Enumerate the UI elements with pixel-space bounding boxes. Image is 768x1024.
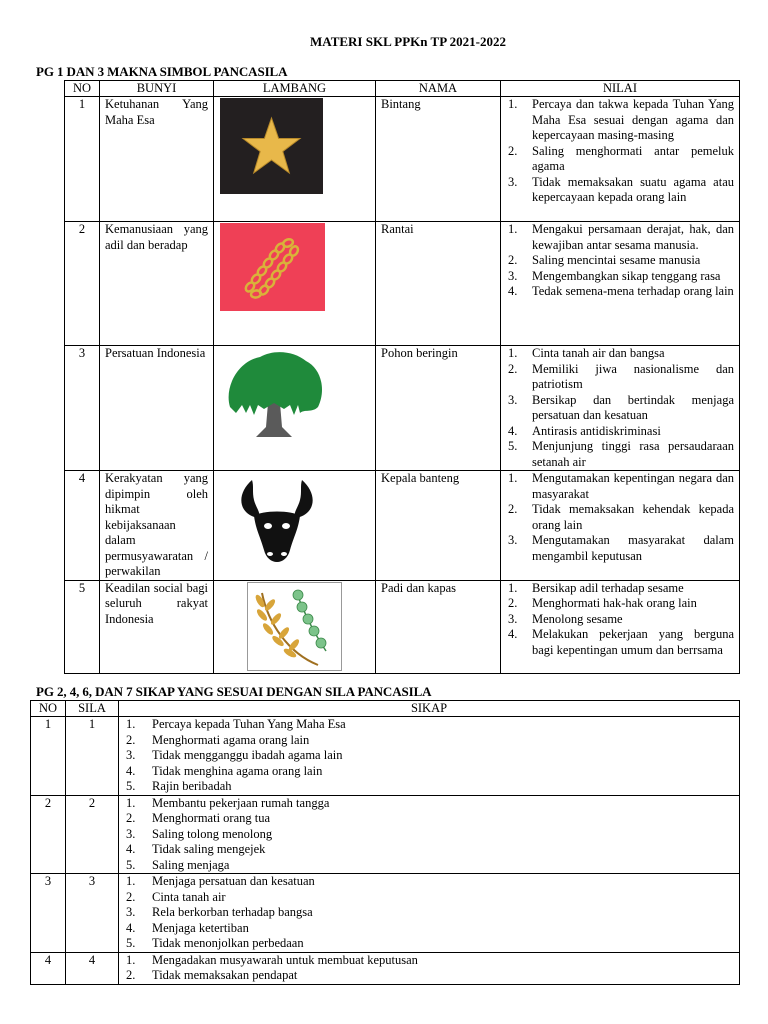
row-bunyi: Ketuhanan Yang Maha Esa <box>100 97 214 222</box>
row-nilai <box>501 97 740 222</box>
list-item: 2. Tidak memaksakan pendapat <box>126 968 298 982</box>
table-row <box>31 874 740 953</box>
row-no: 4 <box>31 952 66 984</box>
nilai-list <box>506 97 734 206</box>
row-bunyi: Persatuan Indonesia <box>100 346 214 471</box>
list-item: 3. Bersikap dan bertindak menjaga persatuan dan kesatuan <box>508 392 734 422</box>
banyan-tree-icon <box>220 347 328 443</box>
nilai-list <box>506 471 734 564</box>
nilai-list <box>506 222 734 300</box>
list-item: 4. Antirasis antidiskriminasi <box>508 423 661 438</box>
list-item: 1. Cinta tanah air dan bangsa <box>508 346 665 360</box>
list-item: 2. Tidak memaksakan kehendak kepada orang lain <box>508 502 734 532</box>
list-item: 2. Menghormati hak-hak orang lain <box>508 596 697 610</box>
list-item: 1. Bersikap adil terhadap sesame <box>508 580 684 595</box>
list-item: 1. Menjaga persatuan dan kesatuan <box>126 874 315 888</box>
list-item: 2. Memiliki jiwa nasionalisme dan patriotism <box>508 361 734 391</box>
row-nama: Kepala banteng <box>376 471 501 581</box>
sikap-table <box>30 700 740 985</box>
star-icon <box>220 98 323 194</box>
table-row <box>31 795 740 874</box>
row-bunyi: Keadilan social bagi seluruh rakyat Indonesia <box>100 580 214 673</box>
list-item: 4. Tidak menghina agama orang lain <box>126 763 323 778</box>
row-no: 5 <box>65 580 100 673</box>
row-sila: 3 <box>66 874 119 953</box>
list-item: 2. Saling menghormati antar pemeluk agama <box>508 143 734 173</box>
rice-cotton-icon <box>247 582 342 671</box>
list-item: 3. Menolong sesame <box>508 611 623 626</box>
row-sila: 4 <box>66 952 119 984</box>
row-no: 4 <box>65 471 100 581</box>
document-title: MATERI SKL PPKn TP 2021-2022 <box>310 34 506 49</box>
table-row <box>31 952 740 984</box>
symbol-table-header <box>65 81 740 97</box>
row-sikap <box>119 795 740 874</box>
list-item: 4. Tidak saling mengejek <box>126 842 266 856</box>
header-nilai: NILAI <box>501 81 740 97</box>
list-item: 3. Saling tolong menolong <box>126 826 273 841</box>
list-item: 3. Tidak memaksakan suatu agama atau kepercayaan kepada orang lain <box>508 174 734 204</box>
list-item: 1. Mengutamakan kepentingan negara dan masyarakat <box>508 471 734 501</box>
sikap-list <box>124 953 734 984</box>
header-sila: SILA <box>66 701 119 717</box>
row-nama: Bintang <box>376 97 501 222</box>
list-item: 1. Percaya kepada Tuhan Yang Maha Esa <box>126 717 346 731</box>
nilai-list <box>506 581 734 659</box>
table-row <box>65 97 740 222</box>
row-bunyi: Kerakyatan yang dipimpin oleh hikmat kebijaksanaan dalam permusyawaratan / perwakilan <box>100 471 214 581</box>
list-item: 3. Mengembangkan sikap tenggang rasa <box>508 268 721 283</box>
table-row <box>65 222 740 346</box>
row-nilai <box>501 222 740 346</box>
sikap-list <box>124 796 734 874</box>
section1-title: PG 1 DAN 3 MAKNA SIMBOL PANCASILA <box>36 64 288 79</box>
row-no: 2 <box>65 222 100 346</box>
sikap-table-header <box>31 701 740 717</box>
list-item: 2. Cinta tanah air <box>126 889 226 904</box>
row-lambang <box>214 580 376 673</box>
symbol-table <box>64 80 740 674</box>
list-item: 1. Percaya dan takwa kepada Tuhan Yang Maha Esa sesuai dengan agama dan kepercayaan masing-masing <box>508 97 734 142</box>
list-item: 4. Tedak semena-mena terhadap orang lain <box>508 284 734 298</box>
header-lambang: LAMBANG <box>214 81 376 97</box>
row-nilai <box>501 471 740 581</box>
row-no: 3 <box>65 346 100 471</box>
row-nama: Padi dan kapas <box>376 580 501 673</box>
row-no: 2 <box>31 795 66 874</box>
list-item: 4. Melakukan pekerjaan yang berguna bagi kepentingan umum dan berrsama <box>508 627 734 657</box>
row-nama: Rantai <box>376 222 501 346</box>
list-item: 1. Mengakui persamaan derajat, hak, dan kewajiban antar sesama manusia. <box>508 222 734 252</box>
list-item: 5. Saling menjaga <box>126 857 230 872</box>
list-item: 2. Saling mencintai sesame manusia <box>508 253 701 267</box>
list-item: 5. Tidak menonjolkan perbedaan <box>126 936 304 950</box>
header-no: NO <box>65 81 100 97</box>
row-nilai <box>501 346 740 471</box>
list-item: 5. Menjunjung tinggi rasa persaudaraan setanah air <box>508 439 734 469</box>
table-row <box>65 471 740 581</box>
row-lambang <box>214 346 376 471</box>
row-sila: 2 <box>66 795 119 874</box>
row-sikap <box>119 874 740 953</box>
list-item: 5. Rajin beribadah <box>126 779 232 793</box>
row-no: 1 <box>65 97 100 222</box>
nilai-list <box>506 346 734 470</box>
list-item: 4. Menjaga ketertiban <box>126 920 249 935</box>
chain-icon <box>220 223 325 311</box>
list-item: 2. Menghormati agama orang lain <box>126 732 310 747</box>
sikap-list <box>124 874 734 952</box>
row-nama: Pohon beringin <box>376 346 501 471</box>
list-item: 3. Tidak mengganggu ibadah agama lain <box>126 748 343 762</box>
table-row <box>31 717 740 796</box>
list-item: 1. Mengadakan musyawarah untuk membuat keputusan <box>126 952 418 967</box>
row-sikap <box>119 717 740 796</box>
list-item: 3. Mengutamakan masyarakat dalam mengambil keputusan <box>508 533 734 563</box>
bull-head-icon <box>232 474 322 574</box>
header-no: NO <box>31 701 66 717</box>
list-item: 1. Membantu pekerjaan rumah tangga <box>126 795 330 810</box>
row-lambang <box>214 471 376 581</box>
row-sikap <box>119 952 740 984</box>
table-row <box>65 346 740 471</box>
sikap-list <box>124 717 734 795</box>
section2-title: PG 2, 4, 6, DAN 7 SIKAP YANG SESUAI DENGAN SILA PANCASILA <box>36 684 432 699</box>
header-sikap: SIKAP <box>119 701 740 717</box>
row-sila: 1 <box>66 717 119 796</box>
header-nama: NAMA <box>376 81 501 97</box>
row-nilai <box>501 580 740 673</box>
list-item: 2. Menghormati orang tua <box>126 811 271 825</box>
row-no: 3 <box>31 874 66 953</box>
row-no: 1 <box>31 717 66 796</box>
row-lambang <box>214 222 376 346</box>
row-lambang <box>214 97 376 222</box>
row-bunyi: Kemanusiaan yang adil dan beradap <box>100 222 214 346</box>
list-item: 3. Rela berkorban terhadap bangsa <box>126 905 313 919</box>
table-row <box>65 580 740 673</box>
header-bunyi: BUNYI <box>100 81 214 97</box>
